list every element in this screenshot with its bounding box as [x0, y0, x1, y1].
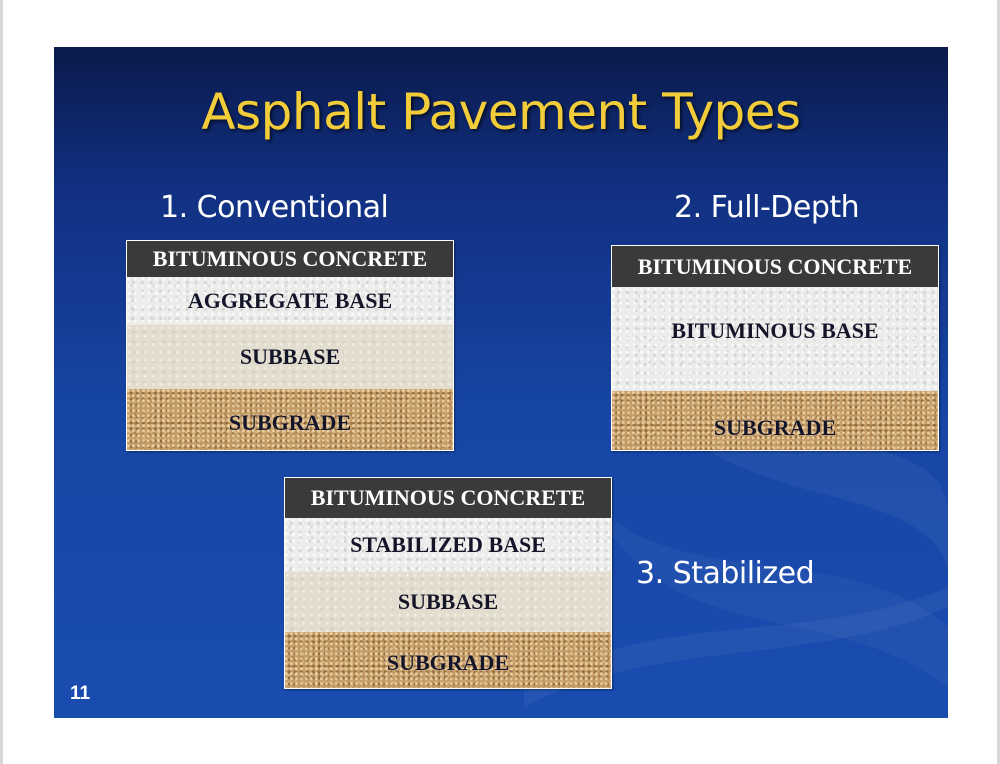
layer-subbase: SUBBASE: [285, 572, 611, 632]
type-label-full-depth: 2. Full-Depth: [674, 190, 860, 225]
pavement-stack-stabilized: [284, 477, 612, 689]
layer-aggregate-base: AGGREGATE BASE: [127, 277, 453, 325]
type-label-stabilized: 3. Stabilized: [636, 556, 815, 591]
pavement-stack-full-depth: [611, 245, 939, 451]
layer-subbase: SUBBASE: [127, 325, 453, 389]
slide-title: Asphalt Pavement Types: [201, 83, 801, 141]
layer-bituminous-base: BITUMINOUS BASE: [612, 287, 938, 391]
type-label-conventional: 1. Conventional: [160, 190, 389, 225]
layer-bituminous-concrete: BITUMINOUS CONCRETE: [612, 246, 938, 288]
layer-bituminous-concrete: BITUMINOUS CONCRETE: [127, 241, 453, 278]
layer-bituminous-concrete: BITUMINOUS CONCRETE: [285, 478, 611, 519]
slide: [54, 47, 948, 718]
layer-subgrade: SUBGRADE: [127, 389, 453, 450]
layer-subgrade: SUBGRADE: [612, 391, 938, 450]
page-edge-left: [0, 0, 3, 764]
pavement-stack-conventional: [126, 240, 454, 451]
layer-subgrade: SUBGRADE: [285, 632, 611, 688]
layer-stabilized-base: STABILIZED BASE: [285, 518, 611, 572]
slide-number: 11: [70, 683, 91, 704]
